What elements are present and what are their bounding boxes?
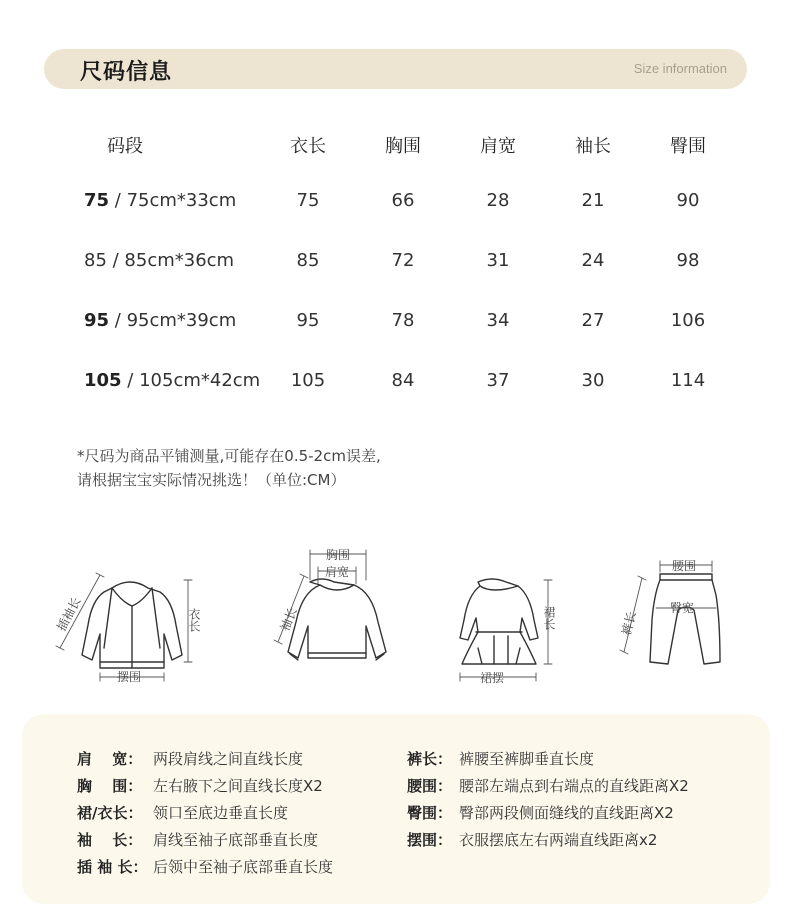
measurement-legend (22, 714, 770, 904)
jacket-length-label: 衣长 (187, 608, 201, 632)
jacket-dimension-lines (56, 573, 192, 681)
legend-key: 臀围： (407, 804, 453, 822)
sweater-shoulder-label: 肩宽 (324, 565, 350, 579)
legend-item (77, 746, 333, 773)
col-header-chest: 胸围 (385, 136, 421, 157)
measurement-diagram (0, 540, 790, 690)
shoulder-cell: 28 (486, 190, 510, 211)
dress-length-label: 裙长 (542, 606, 556, 630)
chest-cell: 84 (391, 370, 415, 391)
section-subtitle: Size information (633, 61, 727, 76)
legend-desc: 肩线至袖子底部垂直长度 (153, 831, 319, 849)
col-header-sleeve: 袖长 (575, 136, 611, 157)
table-row (0, 250, 790, 280)
sleeve-cell: 27 (581, 310, 605, 331)
legend-desc: 左右腋下之间直线长度X2 (153, 777, 323, 795)
hip-cell: 114 (670, 370, 706, 391)
size-cell (84, 310, 236, 331)
dress-figure (460, 579, 538, 664)
legend-key: 胸 围： (77, 777, 143, 795)
shoulder-cell: 34 (486, 310, 510, 331)
legend-item (77, 827, 333, 854)
pants-dimension-lines (620, 561, 716, 654)
shoulder-cell: 31 (486, 250, 510, 271)
dress-dimension-lines (460, 580, 552, 681)
pants-hip-label: 臀宽 (670, 601, 695, 615)
length-cell: 95 (296, 310, 320, 331)
size-cell (84, 250, 234, 271)
length-cell: 105 (290, 370, 326, 391)
hip-cell: 106 (670, 310, 706, 331)
legend-item (407, 746, 689, 773)
size-number: 85 (84, 250, 107, 271)
jacket-hem-label: 摆围 (117, 670, 142, 684)
note-line-1: *尺码为商品平铺测量,可能存在0.5-2cm误差, (77, 447, 381, 465)
legend-item (77, 854, 333, 881)
length-cell: 75 (296, 190, 320, 211)
jacket-figure (82, 582, 182, 668)
sleeve-cell: 24 (581, 250, 605, 271)
hip-cell: 98 (676, 250, 700, 271)
sweater-chest-label: 胸围 (325, 548, 351, 562)
chest-cell: 66 (391, 190, 415, 211)
size-spec: / 95cm*39cm (109, 310, 237, 331)
legend-item (407, 827, 689, 854)
measurement-note (77, 444, 381, 492)
col-header-length: 衣长 (290, 136, 326, 157)
size-spec: / 105cm*42cm (121, 370, 261, 391)
legend-desc: 领口至底边垂直长度 (153, 804, 289, 822)
pants-length-label: 裤长 (619, 610, 639, 637)
sweater-figure (288, 579, 386, 660)
table-header-row (0, 132, 790, 162)
legend-key: 肩 宽： (77, 750, 143, 768)
sleeve-cell: 21 (581, 190, 605, 211)
size-cell (84, 370, 260, 391)
dress-hem-label: 裙摆 (480, 671, 505, 685)
chest-cell: 78 (391, 310, 415, 331)
legend-key: 裤长： (407, 750, 453, 768)
legend-item (77, 773, 333, 800)
hip-cell: 90 (676, 190, 700, 211)
sweater-sleeve-label: 袖长 (277, 605, 300, 634)
chest-cell: 72 (391, 250, 415, 271)
size-cell (84, 190, 236, 211)
legend-desc: 两段肩线之间直线长度 (153, 750, 304, 768)
table-row (0, 370, 790, 400)
shoulder-cell: 37 (486, 370, 510, 391)
table-row (0, 310, 790, 340)
legend-item (407, 800, 689, 827)
legend-key: 摆围： (407, 831, 453, 849)
legend-right-column (407, 746, 689, 854)
size-number: 105 (84, 370, 122, 391)
legend-desc: 衣服摆底左右两端直线距离x2 (459, 831, 658, 849)
jacket-raglan-label: 插袖长 (54, 595, 84, 634)
note-line-2: 请根据宝宝实际情况挑选！（单位:CM） (77, 471, 346, 489)
section-title: 尺码信息 (80, 60, 173, 85)
pants-figure (650, 574, 720, 664)
legend-desc: 后领中至袖子底部垂直长度 (153, 858, 334, 876)
table-row (0, 190, 790, 220)
legend-desc: 裤腰至裤脚垂直长度 (459, 750, 595, 768)
size-number: 75 (84, 190, 110, 211)
size-spec: / 75cm*33cm (109, 190, 237, 211)
size-spec: / 85cm*36cm (106, 250, 235, 271)
legend-key: 腰围： (407, 777, 453, 795)
legend-key: 裙/衣长： (77, 804, 143, 822)
col-header-size: 码段 (107, 136, 143, 157)
legend-desc: 腰部左端点到右端点的直线距离X2 (459, 777, 689, 795)
legend-key: 袖 长： (77, 831, 143, 849)
pants-waist-label: 腰围 (672, 559, 697, 573)
legend-left-column (77, 746, 333, 881)
legend-desc: 臀部两段侧面缝线的直线距离X2 (459, 804, 674, 822)
legend-item (77, 800, 333, 827)
legend-item (407, 773, 689, 800)
sleeve-cell: 30 (581, 370, 605, 391)
legend-key: 插 袖 长： (77, 858, 148, 876)
section-header (44, 49, 747, 89)
col-header-hip: 臀围 (670, 136, 706, 157)
size-number: 95 (84, 310, 110, 331)
length-cell: 85 (296, 250, 320, 271)
measurement-illustrations (0, 540, 790, 690)
col-header-shoulder: 肩宽 (480, 136, 516, 157)
